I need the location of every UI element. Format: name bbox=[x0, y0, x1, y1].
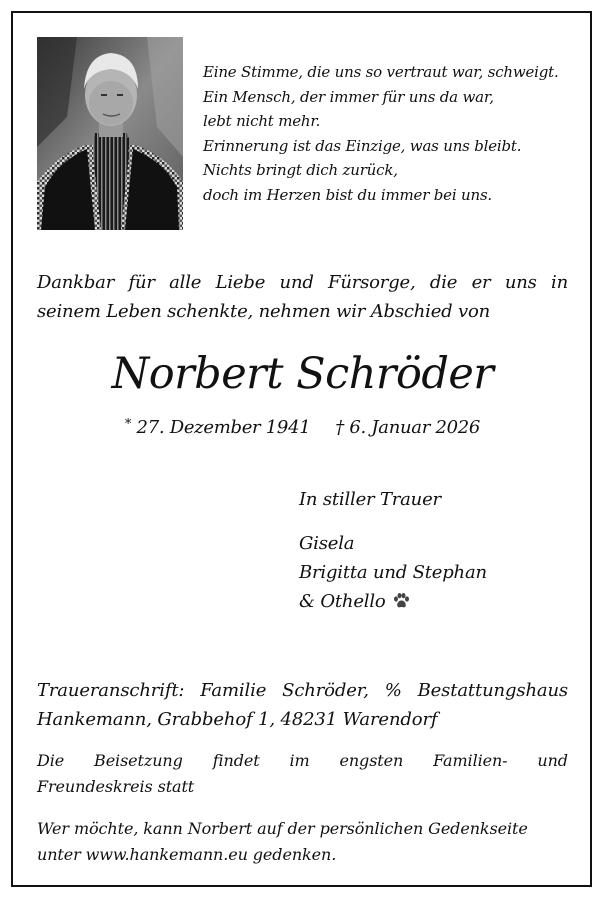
memorial-line-1: Wer möchte, kann Norbert auf der persönlichen Gedenkseite bbox=[37, 819, 528, 838]
mourners-list bbox=[299, 529, 589, 619]
portrait-image bbox=[37, 37, 183, 230]
mourner-name: Gisela bbox=[299, 533, 355, 554]
intro-word: und bbox=[279, 272, 314, 293]
address-word: Bestattungshaus bbox=[417, 680, 568, 701]
address-word: Schröder, bbox=[282, 680, 369, 701]
intro-word: für bbox=[128, 272, 155, 293]
burial-word: findet bbox=[212, 751, 260, 770]
burial-word: engsten bbox=[339, 751, 404, 770]
burial-word: im bbox=[289, 751, 310, 770]
poem-line: Nichts bringt dich zurück, bbox=[203, 161, 398, 180]
intro-word: alle bbox=[169, 272, 202, 293]
intro-text bbox=[37, 268, 568, 326]
portrait-photo bbox=[37, 37, 183, 230]
poem-line: Ein Mensch, der immer für uns da war, bbox=[203, 87, 494, 106]
burial-line-1 bbox=[37, 748, 568, 774]
poem-line: Erinnerung ist das Einzige, was uns bleibt. bbox=[203, 136, 522, 155]
intro-word: Dankbar bbox=[37, 272, 115, 293]
memorial-line-2: unter www.hankemann.eu gedenken. bbox=[37, 845, 337, 864]
birth-symbol: * bbox=[124, 417, 132, 432]
poem bbox=[203, 60, 583, 208]
burial-line-2: Freundeskreis statt bbox=[37, 777, 195, 796]
mourner-row bbox=[299, 587, 589, 619]
address-word: Familie bbox=[200, 680, 267, 701]
intro-word: die bbox=[429, 272, 458, 293]
intro-line-1 bbox=[37, 268, 568, 297]
address-line-1 bbox=[37, 676, 568, 705]
address-word: % bbox=[384, 680, 402, 701]
death-symbol: † bbox=[335, 417, 344, 438]
intro-word: er bbox=[471, 272, 491, 293]
deceased-name: Norbert Schröder bbox=[111, 349, 494, 399]
mourner-name: Brigitta und Stephan bbox=[299, 562, 487, 583]
intro-word: Liebe bbox=[215, 272, 266, 293]
burial-word: Beisetzung bbox=[94, 751, 183, 770]
intro-line-2: seinem Leben schenkte, nehmen wir Abschied von bbox=[37, 301, 491, 322]
burial-word: Familien- bbox=[433, 751, 508, 770]
mourners-block bbox=[299, 486, 589, 619]
poem-line: Eine Stimme, die uns so vertraut war, schweigt. bbox=[203, 63, 559, 81]
paw-icon bbox=[392, 590, 410, 619]
poem-line: lebt nicht mehr. bbox=[203, 112, 321, 131]
death-date: 6. Januar 2026 bbox=[349, 417, 481, 438]
burial-notice bbox=[37, 748, 568, 800]
address-word: Traueranschrift: bbox=[37, 680, 185, 701]
burial-word: und bbox=[537, 751, 568, 770]
memorial-note bbox=[37, 816, 568, 868]
intro-word: uns bbox=[504, 272, 537, 293]
poem-line: doch im Herzen bist du immer bei uns. bbox=[203, 185, 493, 204]
address-line-2: Hankemann, Grabbehof 1, 48231 Warendorf bbox=[37, 709, 438, 730]
burial-word: Die bbox=[37, 751, 65, 770]
intro-word: in bbox=[551, 272, 568, 293]
mourning-address bbox=[37, 676, 568, 734]
intro-word: Fürsorge, bbox=[328, 272, 416, 293]
mourner-name: & Othello bbox=[299, 591, 386, 612]
mourners-heading: In stiller Trauer bbox=[299, 489, 441, 510]
life-dates bbox=[0, 412, 605, 441]
birth-date: 27. Dezember 1941 bbox=[136, 417, 311, 438]
